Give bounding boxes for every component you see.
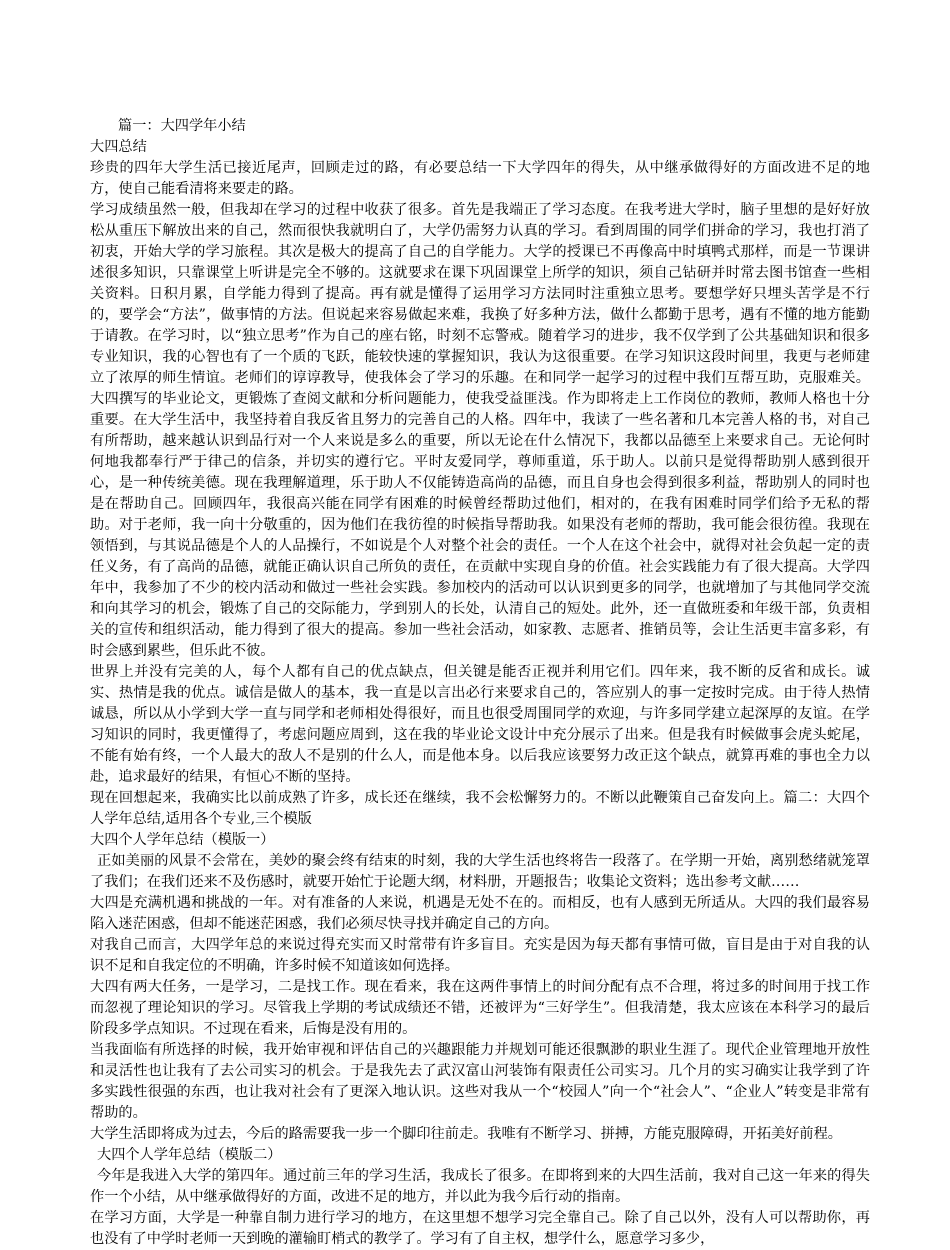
section-title-template-1: 大四个人学年总结（模版一）	[90, 832, 275, 848]
paragraph-2: 珍贵的四年大学生活已接近尾声，回顾走过的路，有必要总结一下大学四年的得失，从中继承做得好的方面改进不足的地方，使自己能看清将来要走的路。	[90, 160, 870, 197]
paragraph-14: 今年是我进入大学的第四年。通过前三年的学习生活，我成长了很多。在即将到来的大四生活前，我对自己这一年来的得失作一个小结，从中继承做得好的方面，改进不足的地方，并以此为我今后行动的指南。	[90, 1168, 870, 1205]
paragraph-9: 对我自己而言，大四学年总的来说过得充实而又时常带有许多盲目。充实是因为每天都有事情可做，盲目是由于对自我的认识不足和自我定位的不明确，许多时候不知道该如何选择。	[90, 937, 870, 974]
paragraph-5: 现在回想起来，我确实比以前成熟了许多，成长还在继续，我不会松懈努力的。不断以此鞭策自己奋发向上。篇二：大四个人学年总结,适用各个专业,三个模版	[90, 790, 870, 827]
section-title-template-2: 大四个人学年总结（模版二）	[97, 1147, 282, 1163]
paragraph-11: 当我面临有所选择的时候，我开始审视和评估自己的兴趣跟能力并规划可能还很飘渺的职业生涯了。现代企业管理地开放性和灵活性也让我有了去公司实习的机会。于是我先去了武汉富山河装饰有限责任公司实习。几个月的实习确实让我学到了许多实践性很强的东西，也让我对社会有了更深入地认识。这些对我从一个“校园人”向一个“社会人”、“企业人”转变是非常有帮助的。	[90, 1042, 870, 1121]
paragraph-4: 世界上并没有完美的人，每个人都有自己的优点缺点，但关键是能否正视并利用它们。四年来，我不断的反省和成长。诚实、热情是我的优点。诚信是做人的基本，我一直是以言出必行来要求自己的，答应别人的事一定按时完成。由于待人热情诚恳，所以从小学到大学一直与同学和老师相处得很好，而且也很受周围同学的欢迎，与许多同学建立起深厚的友谊。在学习知识的同时，我更懂得了，考虑问题应周到，这在我的毕业论文设计中充分展示了出来。但是我有时候做事会虎头蛇尾，不能有始有终，一个人最大的敌人不是别的什么人，而是他本身。以后我应该要努力改正这个缺点，就算再难的事也全力以赴，追求最好的结果，有恒心不断的坚持。	[90, 664, 870, 785]
paragraph-8: 大四是充满机遇和挑战的一年。对有准备的人来说，机遇是无处不在的。而相反，也有人感到无所适从。大四的我们最容易陷入迷茫困惑，但却不能迷茫困惑，我们必须尽快寻找并确定自己的方向。	[90, 895, 870, 932]
paragraph-7: 正如美丽的风景不会常在，美妙的聚会终有结束的时刻，我的大学生活也终将告一段落了。在学期一开始，离别愁绪就笼罩了我们；在我们还来不及伤感时，就要开始忙于论题大纲，材料册，开题报告；收集论文资料；选出参考文献……	[90, 853, 870, 890]
paragraph-1: 大四总结	[90, 139, 147, 155]
paragraph-12: 大学生活即将成为过去，今后的路需要我一步一个脚印往前走。我唯有不断学习、拼搏，方能克服障碍，开拓美好前程。	[90, 1126, 842, 1142]
paragraph-3: 学习成绩虽然一般，但我却在学习的过程中收获了很多。首先是我端正了学习态度。在我考进大学时，脑子里想的是好好放松从重压下解放出来的自己，然而很快我就明白了，大学仍需努力认真的学习。看到周围的同学们拼命的学习，我也打消了初衷，开始大学的学习旅程。其次是极大的提高了自己的自学能力。大学的授课已不再像高中时填鸭式那样，而是一节课讲述很多知识，只靠课堂上听讲是完全不够的。这就要求在课下巩固课堂上所学的知识，须自己钻研并时常去图书馆查一些相关资料。日积月累，自学能力得到了提高。再有就是懂得了运用学习方法同时注重独立思考。要想学好只埋头苦学是不行的，要学会“方法”，做事情的方法。但说起来容易做起来难，我换了好多种方法，做什么都勤于思考，遇有不懂的地方能勤于请教。在学习时，以“独立思考”作为自己的座右铭，时刻不忘警戒。随着学习的进步，我不仅学到了公共基础知识和很多专业知识，我的心智也有了一个质的飞跃，能较快速的掌握知识，我认为这很重要。在学习知识这段时间里，我更与老师建立了浓厚的师生情谊。老师们的谆谆教导，使我体会了学习的乐趣。在和同学一起学习的过程中我们互帮互助，克服难关。大四撰写的毕业论文，更锻炼了查阅文献和分析问题能力，使我受益匪浅。作为即将走上工作岗位的教师，教师人格也十分重要。在大学生活中，我坚持着自我反省且努力的完善自己的人格。四年中，我读了一些名著和几本完善人格的书，对自己有所帮助，越来越认识到品行对一个人来说是多么的重要，所以无论在什么情况下，我都以品德至上来要求自己。无论何时何地我都奉行严于律己的信条，并切实的遵行它。平时友爱同学，尊师重道，乐于助人。以前只是觉得帮助别人感到很开心，是一种传统美德。现在我理解道理，乐于助人不仅能铸造高尚的品德，而且自身也会得到很多利益，帮助别人的同时也是在帮助自己。回顾四年，我很高兴能在同学有困难的时候曾经帮助过他们，相对的，在我有困难时同学们给予无私的帮助。对于老师，我一向十分敬重的，因为他们在我彷徨的时候指导帮助我。如果没有老师的帮助，我可能会很彷徨。我现在领悟到，与其说品德是个人的人品操行，不如说是个人对整个社会的责任。一个人在这个社会中，就得对社会负起一定的责任义务，有了高尚的品德，就能正确认识自己所负的责任，在贡献中实现自身的价值。社会实践能力有了很大提高。大学四年中，我参加了不少的校内活动和做过一些社会实践。参加校内的活动可以认识到更多的同学，也就增加了与其他同学交流和向其学习的机会，锻炼了自己的交际能力，学到别人的长处，认清自己的短处。此外，还一直做班委和年级干部，负责相关的宣传和组织活动，能力得到了很大的提高。参加一些社会活动，如家教、志愿者、推销员等，会让生活更丰富多彩，有时会感到累些，但乐此不彼。	[90, 202, 870, 659]
paragraph-10: 大四有两大任务，一是学习，二是找工作。现在看来，我在这两件事情上的时间分配有点不合理，将过多的时间用于找工作而忽视了理论知识的学习。尽管我上学期的考试成绩还不错，还被评为“三好学生”。但我清楚，我太应该在本科学习的最后阶段多学点知识。不过现在看来，后悔是没有用的。	[90, 979, 870, 1037]
document-heading: 篇一：大四学年小结	[118, 118, 246, 134]
paragraph-15: 在学习方面，大学是一种靠自制力进行学习的地方，在这里想不想学习完全靠自己。除了自己以外，没有人可以帮助你，再也没有了中学时老师一天到晚的灌输盯梢式的教学了。学习有了自主权，想学什么，愿意学习多少，	[90, 1210, 870, 1247]
document-body	[90, 116, 870, 1250]
